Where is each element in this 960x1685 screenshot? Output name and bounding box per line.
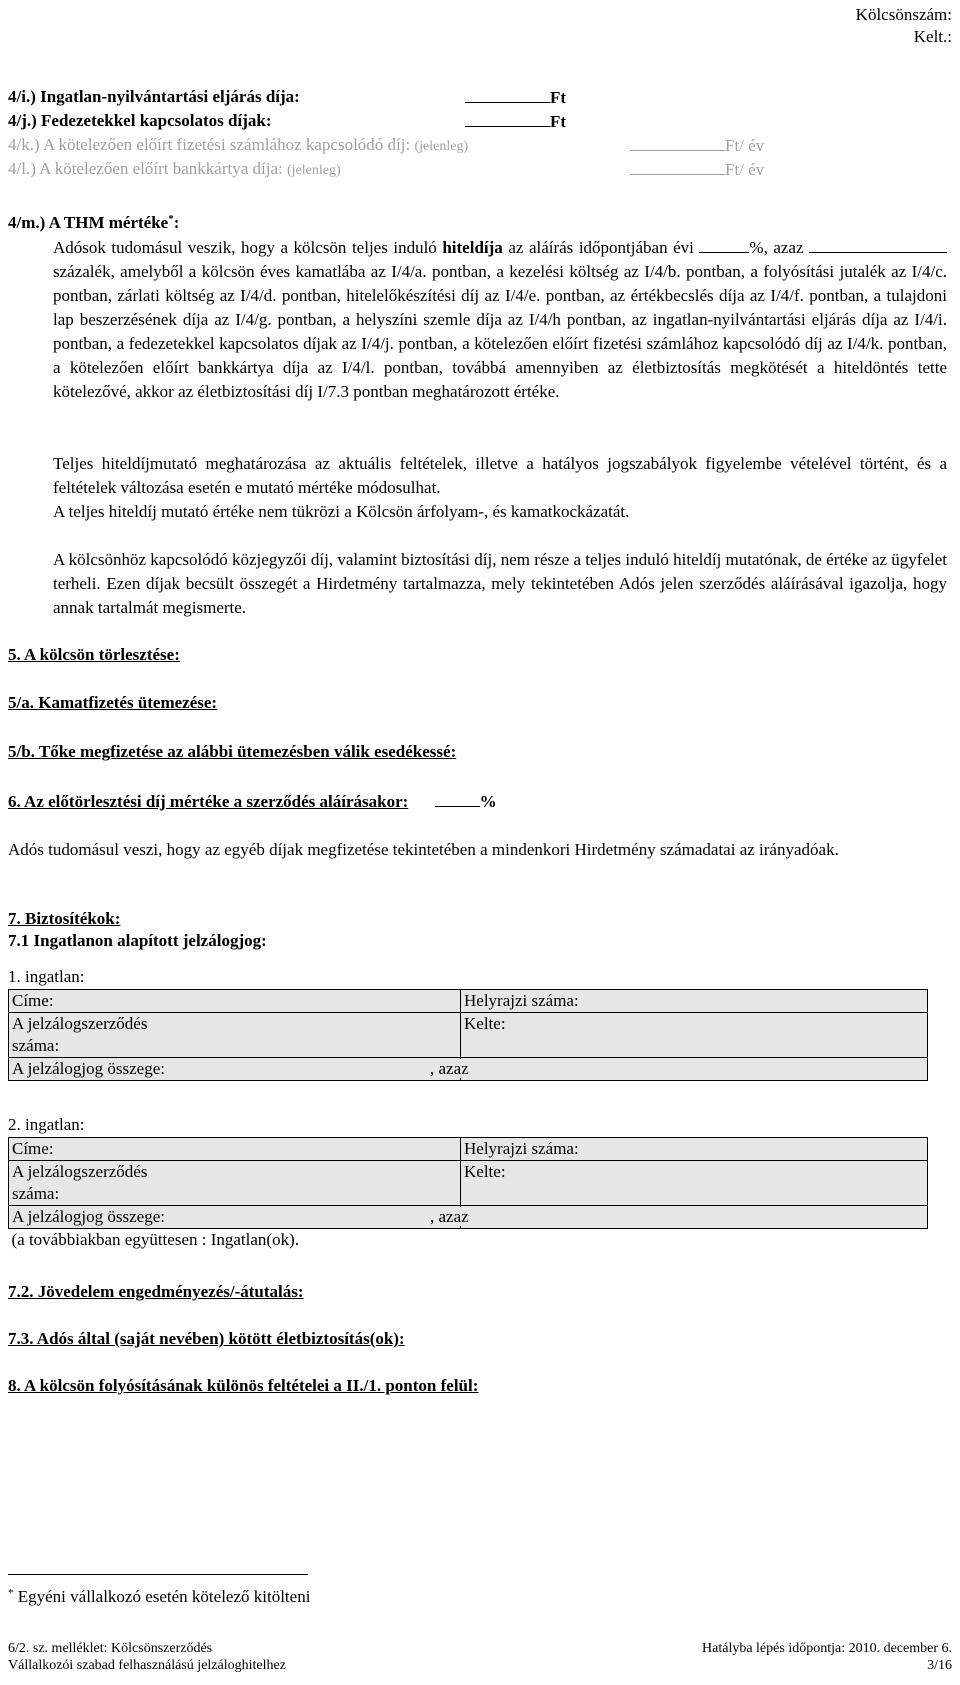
property-1-date-label: Kelte: xyxy=(464,1014,506,1033)
section-7-3: 7.3. Adós által (saját nevében) kötött életbiztosítás(ok): xyxy=(8,1329,405,1348)
property-1-azaz: , azaz xyxy=(430,1059,469,1078)
property-1-contract-label-1: A jelzálogszerződés xyxy=(12,1014,148,1033)
fee-row-j xyxy=(8,110,271,132)
property-1-amount-words-cell[interactable] xyxy=(430,1058,928,1081)
property-2-date-cell[interactable] xyxy=(461,1161,928,1206)
footer-left-1: 6/2. sz. melléklet: Kölcsönszerződés xyxy=(8,1641,213,1656)
thm-rate-field[interactable] xyxy=(699,236,749,253)
thm-heading-text: 4/m.) A THM mértéke xyxy=(8,213,169,232)
property-2-address-label: Címe: xyxy=(12,1139,54,1158)
fee-k-label: 4/k.) A kötelezően előírt fizetési számlához kapcsolódó díj: xyxy=(8,135,411,154)
properties-note: (a továbbiakban együttesen : Ingatlan(ok). xyxy=(11,1230,299,1249)
property-1-date-cell[interactable] xyxy=(461,1013,928,1058)
property-2-azaz: , azaz xyxy=(430,1207,469,1226)
section-5a: 5/a. Kamatfizetés ütemezése: xyxy=(8,693,218,712)
properties-note-cell xyxy=(9,1229,928,1252)
property-1-amount-cell[interactable] xyxy=(9,1058,461,1081)
header xyxy=(652,4,952,48)
property-2-date-label: Kelte: xyxy=(464,1162,506,1181)
thm-colon: : xyxy=(173,213,180,232)
property-1-title: 1. ingatlan: xyxy=(8,967,85,986)
loan-number-label: Kölcsönszám: xyxy=(855,5,952,24)
section-8: 8. A kölcsön folyósításának különös feltételei a II./1. ponton felül: xyxy=(8,1376,479,1395)
fee-l-label: 4/l.) A kötelezően előírt bankkártya díja: xyxy=(8,159,283,178)
section-6-text: Adós tudomásul veszi, hogy az egyéb díjak megfizetése tekintetében a mindenkori Hirdetmény számadatai az irányadóak. xyxy=(8,840,839,859)
fee-i-label: 4/i.) Ingatlan-nyilvántartási eljárás díja: xyxy=(8,87,300,106)
property-2-contract-cell[interactable] xyxy=(9,1161,461,1206)
section-6-title: 6. Az előtörlesztési díj mértéke a szerződés aláírásakor: xyxy=(8,792,409,811)
fee-l-amount[interactable] xyxy=(630,158,764,181)
section-5b: 5/b. Tőke megfizetése az alábbi ütemezésben válik esedékessé: xyxy=(8,742,457,761)
thm-p1-b: az aláírás időpontjában évi xyxy=(508,238,694,257)
fee-i-unit: Ft xyxy=(550,88,567,107)
property-1-address-cell[interactable] xyxy=(9,990,461,1013)
fee-j-amount[interactable] xyxy=(465,110,566,133)
fee-l-note: (jelenleg) xyxy=(287,163,341,178)
fee-k-amount[interactable] xyxy=(630,134,764,157)
thm-p1-d: százalék, amelyből a kölcsön éves kamatlába az I/4/a. pontban, a kezelési költség az I/4/b. pontban, a folyósítási jutalék az I/4/c. pontban, zárlati költség az I/4/d. pontban, hitelelőkészítési díj az I/4/e. pontban, az értékbecslés díja az I/4/f. pontban, a tulajdoni lap beszerzésének díja az I/4/g. pontban, a helyszíni szemle díja az I/4/h pontban, az ingatlan-nyilvántartási eljárás díja az I/4/i. pontban, a fedezetekkel kapcsolatos díjak az I/4/j. pontban, a kötelezően előírt fizetési számlához kapcsolódó díj az I/4/k. pontban, a kötelezően előírt bankkártya díja az I/4/l. pontban, továbbá amennyiben az életbiztosítás megkötését a hiteldöntés tette kötelezővé, akkor az életbiztosítási díj I/7.3 pontban meghatározott értéke. xyxy=(53,262,947,401)
thm-p4: A kölcsönhöz kapcsolódó közjegyzői díj, valamint biztosítási díj, nem része a teljes induló hiteldíj mutatónak, de értéke az ügyfelet terheli. Ezen díjak becsült összegét a Hirdetmény tartalmazza, mely tekintetében Adós jelen szerződés aláírásával igazolja, hogy annak tartalmát megismerte. xyxy=(53,550,947,617)
section-5: 5. A kölcsön törlesztése: xyxy=(8,645,180,664)
fee-row-i xyxy=(8,86,300,108)
thm-p1-c: %, azaz xyxy=(749,238,804,257)
section-6 xyxy=(8,790,497,813)
property-2-amount-cell[interactable] xyxy=(9,1206,461,1229)
property-2-contract-label-2: száma: xyxy=(12,1184,60,1203)
section-7: 7. Biztosítékok: xyxy=(8,909,121,928)
property-2-title: 2. ingatlan: xyxy=(8,1115,85,1134)
thm-paragraph xyxy=(53,236,947,404)
section-7-1: 7.1 Ingatlanon alapított jelzálogjog: xyxy=(8,931,267,950)
property-1-table xyxy=(8,989,928,1081)
fee-i-amount[interactable] xyxy=(465,86,566,109)
fee-k-note: (jelenleg) xyxy=(414,139,469,154)
property-2-contract-label-1: A jelzálogszerződés xyxy=(12,1162,148,1181)
thm-p2: Teljes hiteldíjmutató meghatározása az aktuális feltételek, illetve a hatályos jogszabályok figyelembe vételével történt, és a feltételek változása esetén e mutató mértéke módosulhat. xyxy=(53,454,947,497)
thm-heading xyxy=(8,212,179,234)
property-2-lot-label: Helyrajzi száma: xyxy=(464,1139,579,1158)
thm-p1-bold: hiteldíja xyxy=(442,238,503,257)
section-6-unit: % xyxy=(479,792,497,811)
fee-k-unit: Ft/ év xyxy=(725,136,765,155)
footer-left-2: Vállalkozói szabad felhasználású jelzáloghitelhez xyxy=(8,1658,286,1673)
thm-p1-a: Adósok tudomásul veszik, hogy a kölcsön teljes induló xyxy=(53,238,437,257)
property-2-lot-cell[interactable] xyxy=(461,1138,928,1161)
thm-rate-words-field[interactable] xyxy=(809,236,947,253)
footer-right xyxy=(702,1640,952,1674)
property-2-table xyxy=(8,1137,928,1251)
date-label: Kelt.: xyxy=(913,27,952,46)
prepayment-fee-field[interactable] xyxy=(435,790,480,807)
footnote-text: Egyéni vállalkozó esetén kötelező kitölteni xyxy=(17,1587,311,1606)
footnote xyxy=(8,1586,310,1608)
footnote-divider xyxy=(8,1574,308,1575)
fee-j-label: 4/j.) Fedezetekkel kapcsolatos díjak: xyxy=(8,111,272,130)
footer-right-1: Hatályba lépés időpontja: 2010. december 6. xyxy=(702,1641,952,1656)
thm-p3: A teljes hiteldíj mutató értéke nem tükrözi a Kölcsön árfolyam-, és kamatkockázatát. xyxy=(53,502,630,521)
property-1-lot-cell[interactable] xyxy=(461,990,928,1013)
property-1-contract-cell[interactable] xyxy=(9,1013,461,1058)
property-1-lot-label: Helyrajzi száma: xyxy=(464,991,579,1010)
footer-left xyxy=(8,1640,286,1674)
property-1-amount-label: A jelzálogjog összege: xyxy=(12,1059,165,1078)
fee-row-k xyxy=(8,134,468,158)
fee-j-unit: Ft xyxy=(550,112,567,131)
footnote-mark: * xyxy=(8,1587,14,1599)
fee-row-l xyxy=(8,158,341,182)
property-2-amount-words-cell[interactable] xyxy=(430,1206,928,1229)
property-2-address-cell[interactable] xyxy=(9,1138,461,1161)
property-1-address-label: Címe: xyxy=(12,991,54,1010)
footer-right-2: 3/16 xyxy=(927,1658,952,1673)
property-1-contract-label-2: száma: xyxy=(12,1036,60,1055)
thm-asterisk: * xyxy=(168,213,174,225)
fee-l-unit: Ft/ év xyxy=(725,160,765,179)
section-7-2: 7.2. Jövedelem engedményezés/-átutalás: xyxy=(8,1282,304,1301)
property-2-amount-label: A jelzálogjog összege: xyxy=(12,1207,165,1226)
